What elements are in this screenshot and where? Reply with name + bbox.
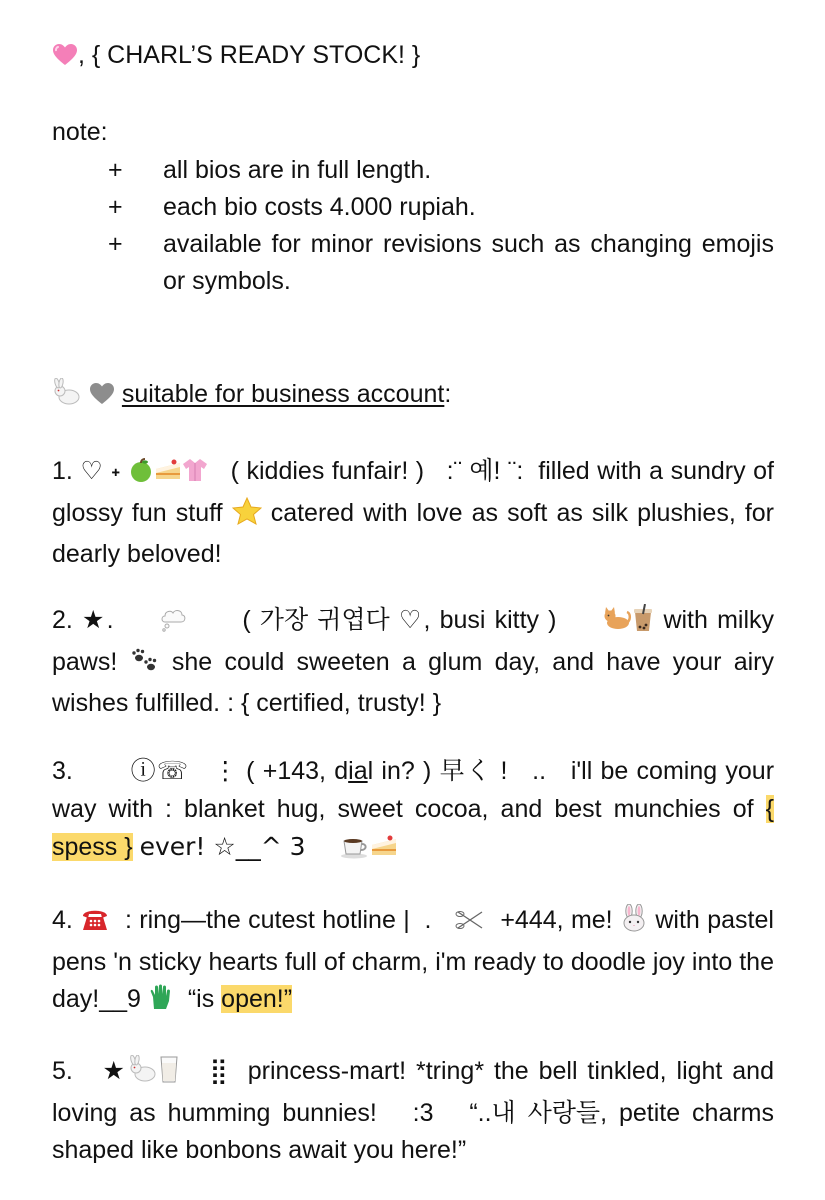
note-text: available for minor revisions such as changing emojis or symbols. — [163, 230, 774, 295]
section-heading — [52, 377, 451, 415]
bio-entry-1 — [52, 452, 774, 574]
note-label: note: — [52, 118, 108, 146]
entry-number: 4. — [52, 906, 73, 934]
entry-text: ies! — [337, 1098, 377, 1127]
entry-text: “is — [187, 985, 215, 1013]
grey-heart-icon — [89, 381, 115, 415]
entry-text: . — [424, 906, 432, 934]
paw-prints-icon — [130, 648, 160, 686]
entry-text: “..내 사랑들, petite charms shaped like bonbons await you here!” — [52, 1098, 774, 1164]
scissors-icon — [454, 906, 486, 944]
entry-text: :3 — [412, 1098, 434, 1127]
bunny-face-icon — [620, 904, 648, 944]
entry-text: ⋮ ( +143, d — [212, 757, 349, 785]
title-text: , { CHARL’S READY STOCK! } — [78, 41, 421, 69]
rabbit-icon — [128, 1055, 158, 1095]
highlighted-text: { spess } — [52, 794, 774, 861]
entry-text: :¨ 예! ¨: — [446, 457, 524, 485]
green-glove-icon — [148, 983, 174, 1023]
entry-number: 1. — [52, 457, 73, 485]
entry-text: catered with love as soft as silk plushies, for dearly beloved! — [52, 498, 775, 568]
note-bullet: + — [108, 230, 123, 258]
thought-bubble-icon — [159, 606, 187, 644]
green-apple-icon — [128, 457, 154, 495]
entry-symbol: ♡ — [80, 456, 104, 485]
bio-entry-2 — [52, 602, 774, 723]
pink-heart-icon — [52, 42, 78, 76]
entry-number: 2. — [52, 606, 73, 634]
entry-symbol: ★ — [102, 1057, 128, 1085]
entry-text: she could sweeten a glum day, and have your airy wishes fulfilled. : { certified, trusty! } — [52, 647, 775, 717]
entry-text-underlined: ia — [348, 757, 368, 785]
milk-glass-icon — [158, 1055, 180, 1095]
entry-symbol: ★. — [82, 606, 114, 634]
entry-text: ( 가장 귀엽다 ♡, busi kitty ) — [242, 606, 557, 634]
cat-icon — [602, 604, 632, 644]
rabbit-icon — [52, 378, 82, 415]
note-bullet: + — [108, 156, 123, 184]
entry-text: ever! ☆__^ 3 — [139, 832, 306, 861]
section-heading-colon: : — [444, 380, 452, 408]
cake-slice-icon — [154, 457, 182, 495]
entry-text: with milky paws! — [52, 606, 774, 676]
entry-text: princess-mart! *tring* the bell tinkled, light and loving as humming b — [52, 1057, 774, 1127]
note-text: all bios are in full length. — [163, 156, 432, 184]
section-heading-text: suitable for business account — [121, 380, 445, 408]
bio-entry-4 — [52, 902, 774, 1023]
blouse-icon — [182, 457, 208, 495]
cake-slice-icon — [370, 833, 398, 871]
telephone-icon — [80, 906, 110, 944]
coffee-cup-icon — [340, 833, 370, 871]
bubble-tea-icon — [632, 604, 654, 644]
note-text: each bio costs 4.000 rupiah. — [163, 193, 476, 221]
entry-text: i'll be coming your way with : blanket hug, sweet cocoa, and best munchies of — [52, 757, 775, 823]
bio-entry-3 — [52, 752, 774, 871]
page-title — [52, 38, 420, 76]
entry-text: ( kiddies funfair! ) — [230, 457, 425, 485]
entry-number: 5. — [52, 1057, 73, 1085]
entry-text: filled with a sundry of glossy fun stuff — [52, 457, 774, 527]
highlighted-text: open!” — [221, 985, 293, 1013]
entry-symbol: ˖ — [110, 456, 121, 485]
entry-symbol: ⣿ — [209, 1056, 228, 1085]
entry-number: 3. — [52, 757, 73, 785]
note-bullet: + — [108, 193, 123, 221]
entry-text: +444, me! — [500, 906, 613, 934]
entry-text: : ring—the cutest hotline | — [124, 906, 410, 934]
entry-text: l in? ) 早く ! — [367, 757, 508, 785]
star-icon — [232, 497, 262, 537]
bio-entry-5 — [52, 1052, 774, 1170]
entry-text: .. — [532, 757, 547, 785]
entry-text-decorated: unn — [296, 1098, 338, 1127]
entry-symbol: ⓘ☏ — [130, 756, 189, 785]
entry-text: with pastel pens 'n sticky hearts full of charm, i'm ready to doodle joy into the day!__9 — [52, 906, 774, 1013]
